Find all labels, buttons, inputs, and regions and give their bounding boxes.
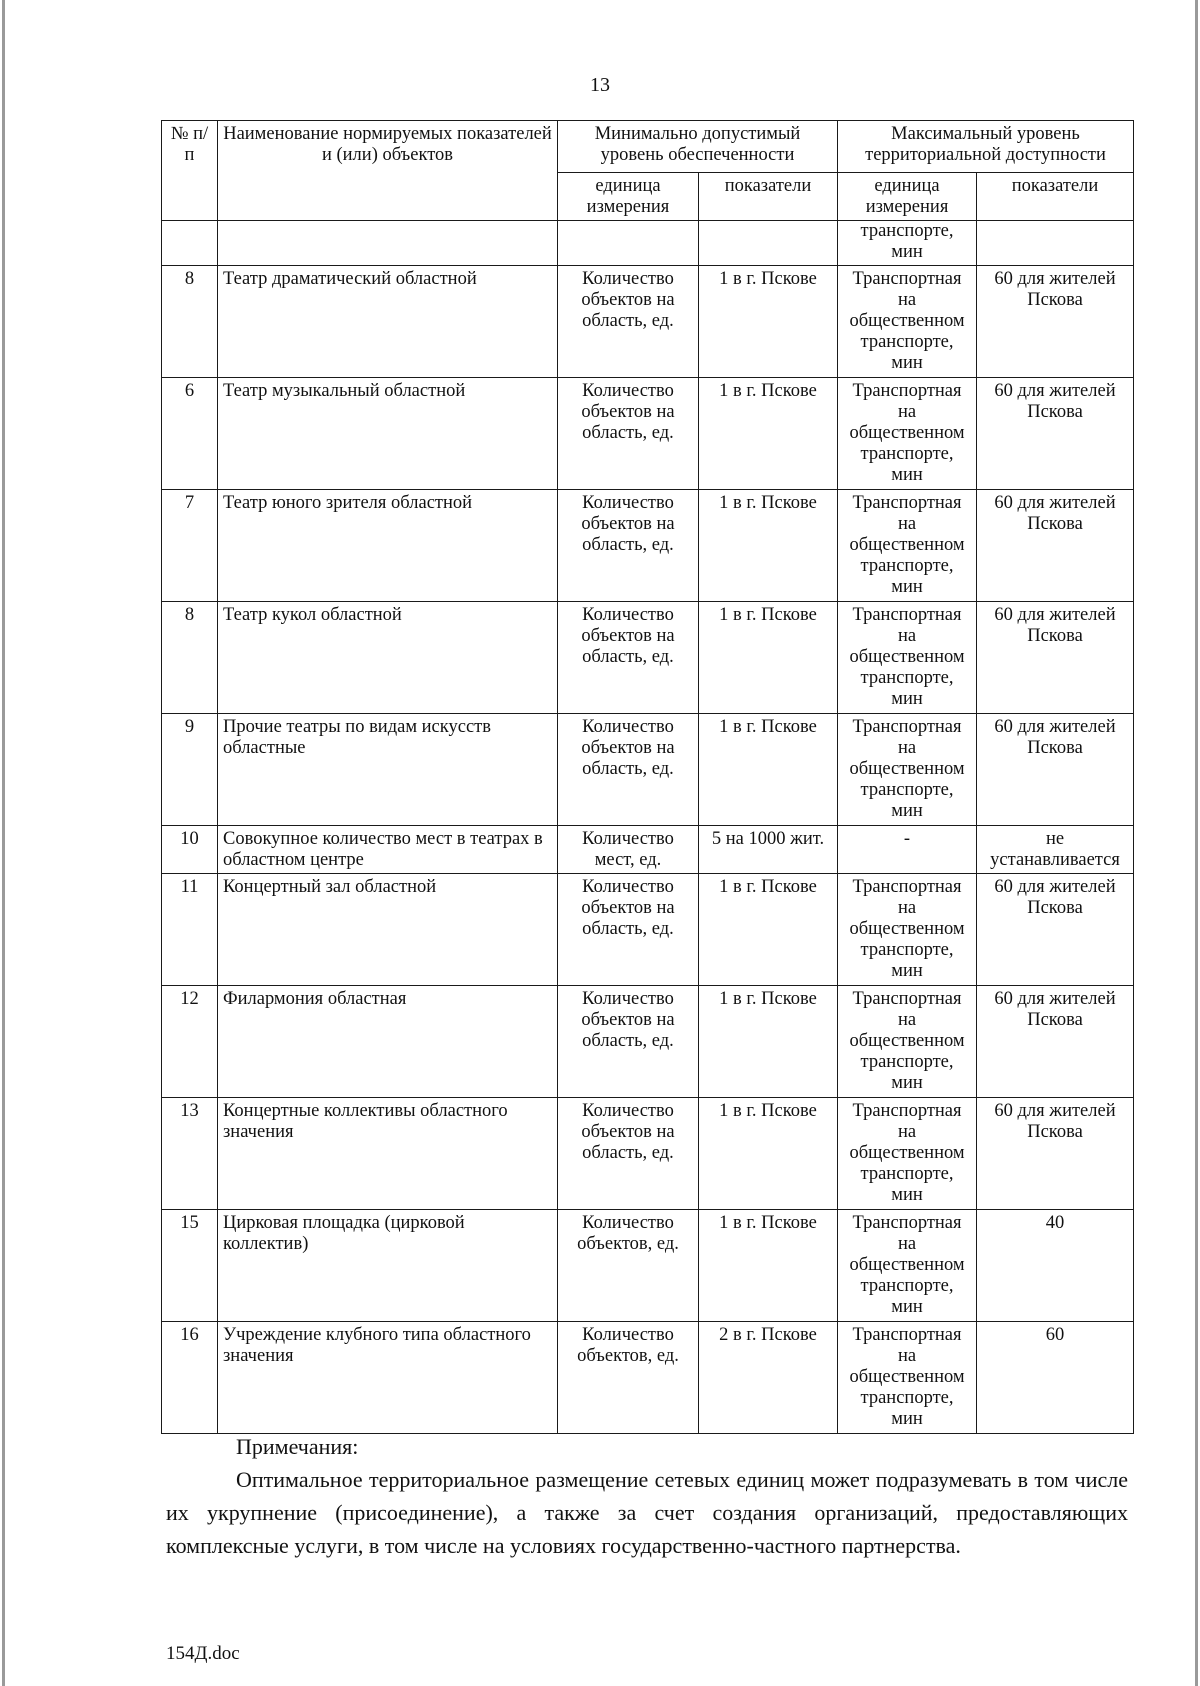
cell-num: 7 <box>162 490 218 602</box>
notes-section <box>166 1430 1128 1562</box>
table-row <box>162 602 1134 714</box>
cell-max-value: 40 <box>977 1210 1134 1322</box>
cell-max-value: не устанавливается <box>977 826 1134 874</box>
table-row <box>162 874 1134 986</box>
table-row <box>162 1098 1134 1210</box>
table-row <box>162 714 1134 826</box>
cell-max-value: 60 для жителей Пскова <box>977 602 1134 714</box>
table-row <box>162 490 1134 602</box>
table-row <box>162 826 1134 874</box>
cell-min-unit <box>558 221 699 266</box>
cell-min-unit: Количество объектов, ед. <box>558 1210 699 1322</box>
cell-name: Театр драматический областной <box>218 266 558 378</box>
header-max-unit: единица измерения <box>838 173 977 221</box>
header-max-level: Максимальный уровень территориальной доступности <box>838 121 1134 173</box>
cell-num: 8 <box>162 266 218 378</box>
cell-max-unit: Транспортная на общественном транспорте, мин <box>838 1210 977 1322</box>
cell-min-value: 1 в г. Пскове <box>699 874 838 986</box>
table-row <box>162 266 1134 378</box>
header-name: Наименование нормируемых показателей и (или) объектов <box>218 121 558 221</box>
cell-max-unit: Транспортная на общественном транспорте, мин <box>838 1322 977 1434</box>
cell-num: 11 <box>162 874 218 986</box>
table-body <box>162 221 1134 1434</box>
norms-table <box>161 120 1134 1434</box>
cell-name: Концертный зал областной <box>218 874 558 986</box>
cell-min-value: 1 в г. Пскове <box>699 986 838 1098</box>
cell-max-value <box>977 221 1134 266</box>
cell-min-unit: Количество объектов на область, ед. <box>558 378 699 490</box>
cell-num: 8 <box>162 602 218 714</box>
notes-body: Оптимальное территориальное размещение сетевых единиц может подразумевать в том числе их укрупнение (присоединение), а также за счет создания организаций, предоставляющих комплексные услуги, в том числе на условиях государственно-частного партнерства. <box>166 1467 1128 1558</box>
cell-num: 6 <box>162 378 218 490</box>
cell-name: Театр музыкальный областной <box>218 378 558 490</box>
cell-name: Прочие театры по видам искусств областные <box>218 714 558 826</box>
header-max-indicators: показатели <box>977 173 1134 221</box>
table-row <box>162 1210 1134 1322</box>
cell-max-unit: Транспортная на общественном транспорте, мин <box>838 1098 977 1210</box>
cell-max-unit: Транспортная на общественном транспорте, мин <box>838 602 977 714</box>
cell-num: 16 <box>162 1322 218 1434</box>
cell-name: Театр кукол областной <box>218 602 558 714</box>
cell-name <box>218 221 558 266</box>
table-row-continuation <box>162 221 1134 266</box>
cell-min-unit: Количество объектов на область, ед. <box>558 602 699 714</box>
cell-min-value: 2 в г. Пскове <box>699 1322 838 1434</box>
cell-max-value: 60 <box>977 1322 1134 1434</box>
footer-filename: 154Д.doc <box>166 1643 240 1664</box>
table-row <box>162 1322 1134 1434</box>
cell-num <box>162 221 218 266</box>
cell-min-value <box>699 221 838 266</box>
cell-name: Учреждение клубного типа областного значения <box>218 1322 558 1434</box>
page-number: 13 <box>590 74 610 96</box>
table-header <box>162 121 1134 221</box>
cell-min-value: 1 в г. Пскове <box>699 490 838 602</box>
header-num: № п/п <box>162 121 218 221</box>
notes-title: Примечания: <box>236 1434 359 1459</box>
header-min-unit: единица измерения <box>558 173 699 221</box>
cell-max-value: 60 для жителей Пскова <box>977 714 1134 826</box>
table-row <box>162 986 1134 1098</box>
cell-num: 10 <box>162 826 218 874</box>
header-min-level: Минимально допустимый уровень обеспеченности <box>558 121 838 173</box>
cell-max-value: 60 для жителей Пскова <box>977 378 1134 490</box>
cell-name: Совокупное количество мест в театрах в областном центре <box>218 826 558 874</box>
cell-name: Театр юного зрителя областной <box>218 490 558 602</box>
cell-name: Цирковая площадка (цирковой коллектив) <box>218 1210 558 1322</box>
cell-num: 15 <box>162 1210 218 1322</box>
cell-max-value: 60 для жителей Пскова <box>977 874 1134 986</box>
cell-min-unit: Количество объектов на область, ед. <box>558 986 699 1098</box>
cell-min-unit: Количество объектов на область, ед. <box>558 266 699 378</box>
cell-max-unit: транспорте, мин <box>838 221 977 266</box>
cell-num: 9 <box>162 714 218 826</box>
cell-min-unit: Количество объектов на область, ед. <box>558 714 699 826</box>
cell-min-value: 1 в г. Пскове <box>699 378 838 490</box>
cell-min-value: 5 на 1000 жит. <box>699 826 838 874</box>
cell-name: Филармония областная <box>218 986 558 1098</box>
table-row <box>162 378 1134 490</box>
cell-min-unit: Количество объектов на область, ед. <box>558 874 699 986</box>
cell-max-value: 60 для жителей Пскова <box>977 266 1134 378</box>
cell-min-value: 1 в г. Пскове <box>699 602 838 714</box>
cell-max-unit: Транспортная на общественном транспорте, мин <box>838 490 977 602</box>
cell-name: Концертные коллективы областного значения <box>218 1098 558 1210</box>
cell-max-unit: Транспортная на общественном транспорте, мин <box>838 378 977 490</box>
cell-num: 13 <box>162 1098 218 1210</box>
scan-edge-right <box>1195 0 1198 1686</box>
cell-max-value: 60 для жителей Пскова <box>977 490 1134 602</box>
cell-min-value: 1 в г. Пскове <box>699 266 838 378</box>
cell-min-unit: Количество объектов на область, ед. <box>558 1098 699 1210</box>
cell-max-unit: Транспортная на общественном транспорте, мин <box>838 266 977 378</box>
header-min-indicators: показатели <box>699 173 838 221</box>
cell-max-unit: Транспортная на общественном транспорте, мин <box>838 874 977 986</box>
scan-edge-left <box>2 0 5 1686</box>
cell-max-value: 60 для жителей Пскова <box>977 986 1134 1098</box>
cell-min-value: 1 в г. Пскове <box>699 714 838 826</box>
cell-min-unit: Количество объектов на область, ед. <box>558 490 699 602</box>
cell-num: 12 <box>162 986 218 1098</box>
cell-max-unit: - <box>838 826 977 874</box>
cell-max-value: 60 для жителей Пскова <box>977 1098 1134 1210</box>
cell-min-unit: Количество объектов, ед. <box>558 1322 699 1434</box>
cell-min-value: 1 в г. Пскове <box>699 1210 838 1322</box>
cell-max-unit: Транспортная на общественном транспорте, мин <box>838 986 977 1098</box>
cell-min-unit: Количество мест, ед. <box>558 826 699 874</box>
cell-max-unit: Транспортная на общественном транспорте, мин <box>838 714 977 826</box>
cell-min-value: 1 в г. Пскове <box>699 1098 838 1210</box>
